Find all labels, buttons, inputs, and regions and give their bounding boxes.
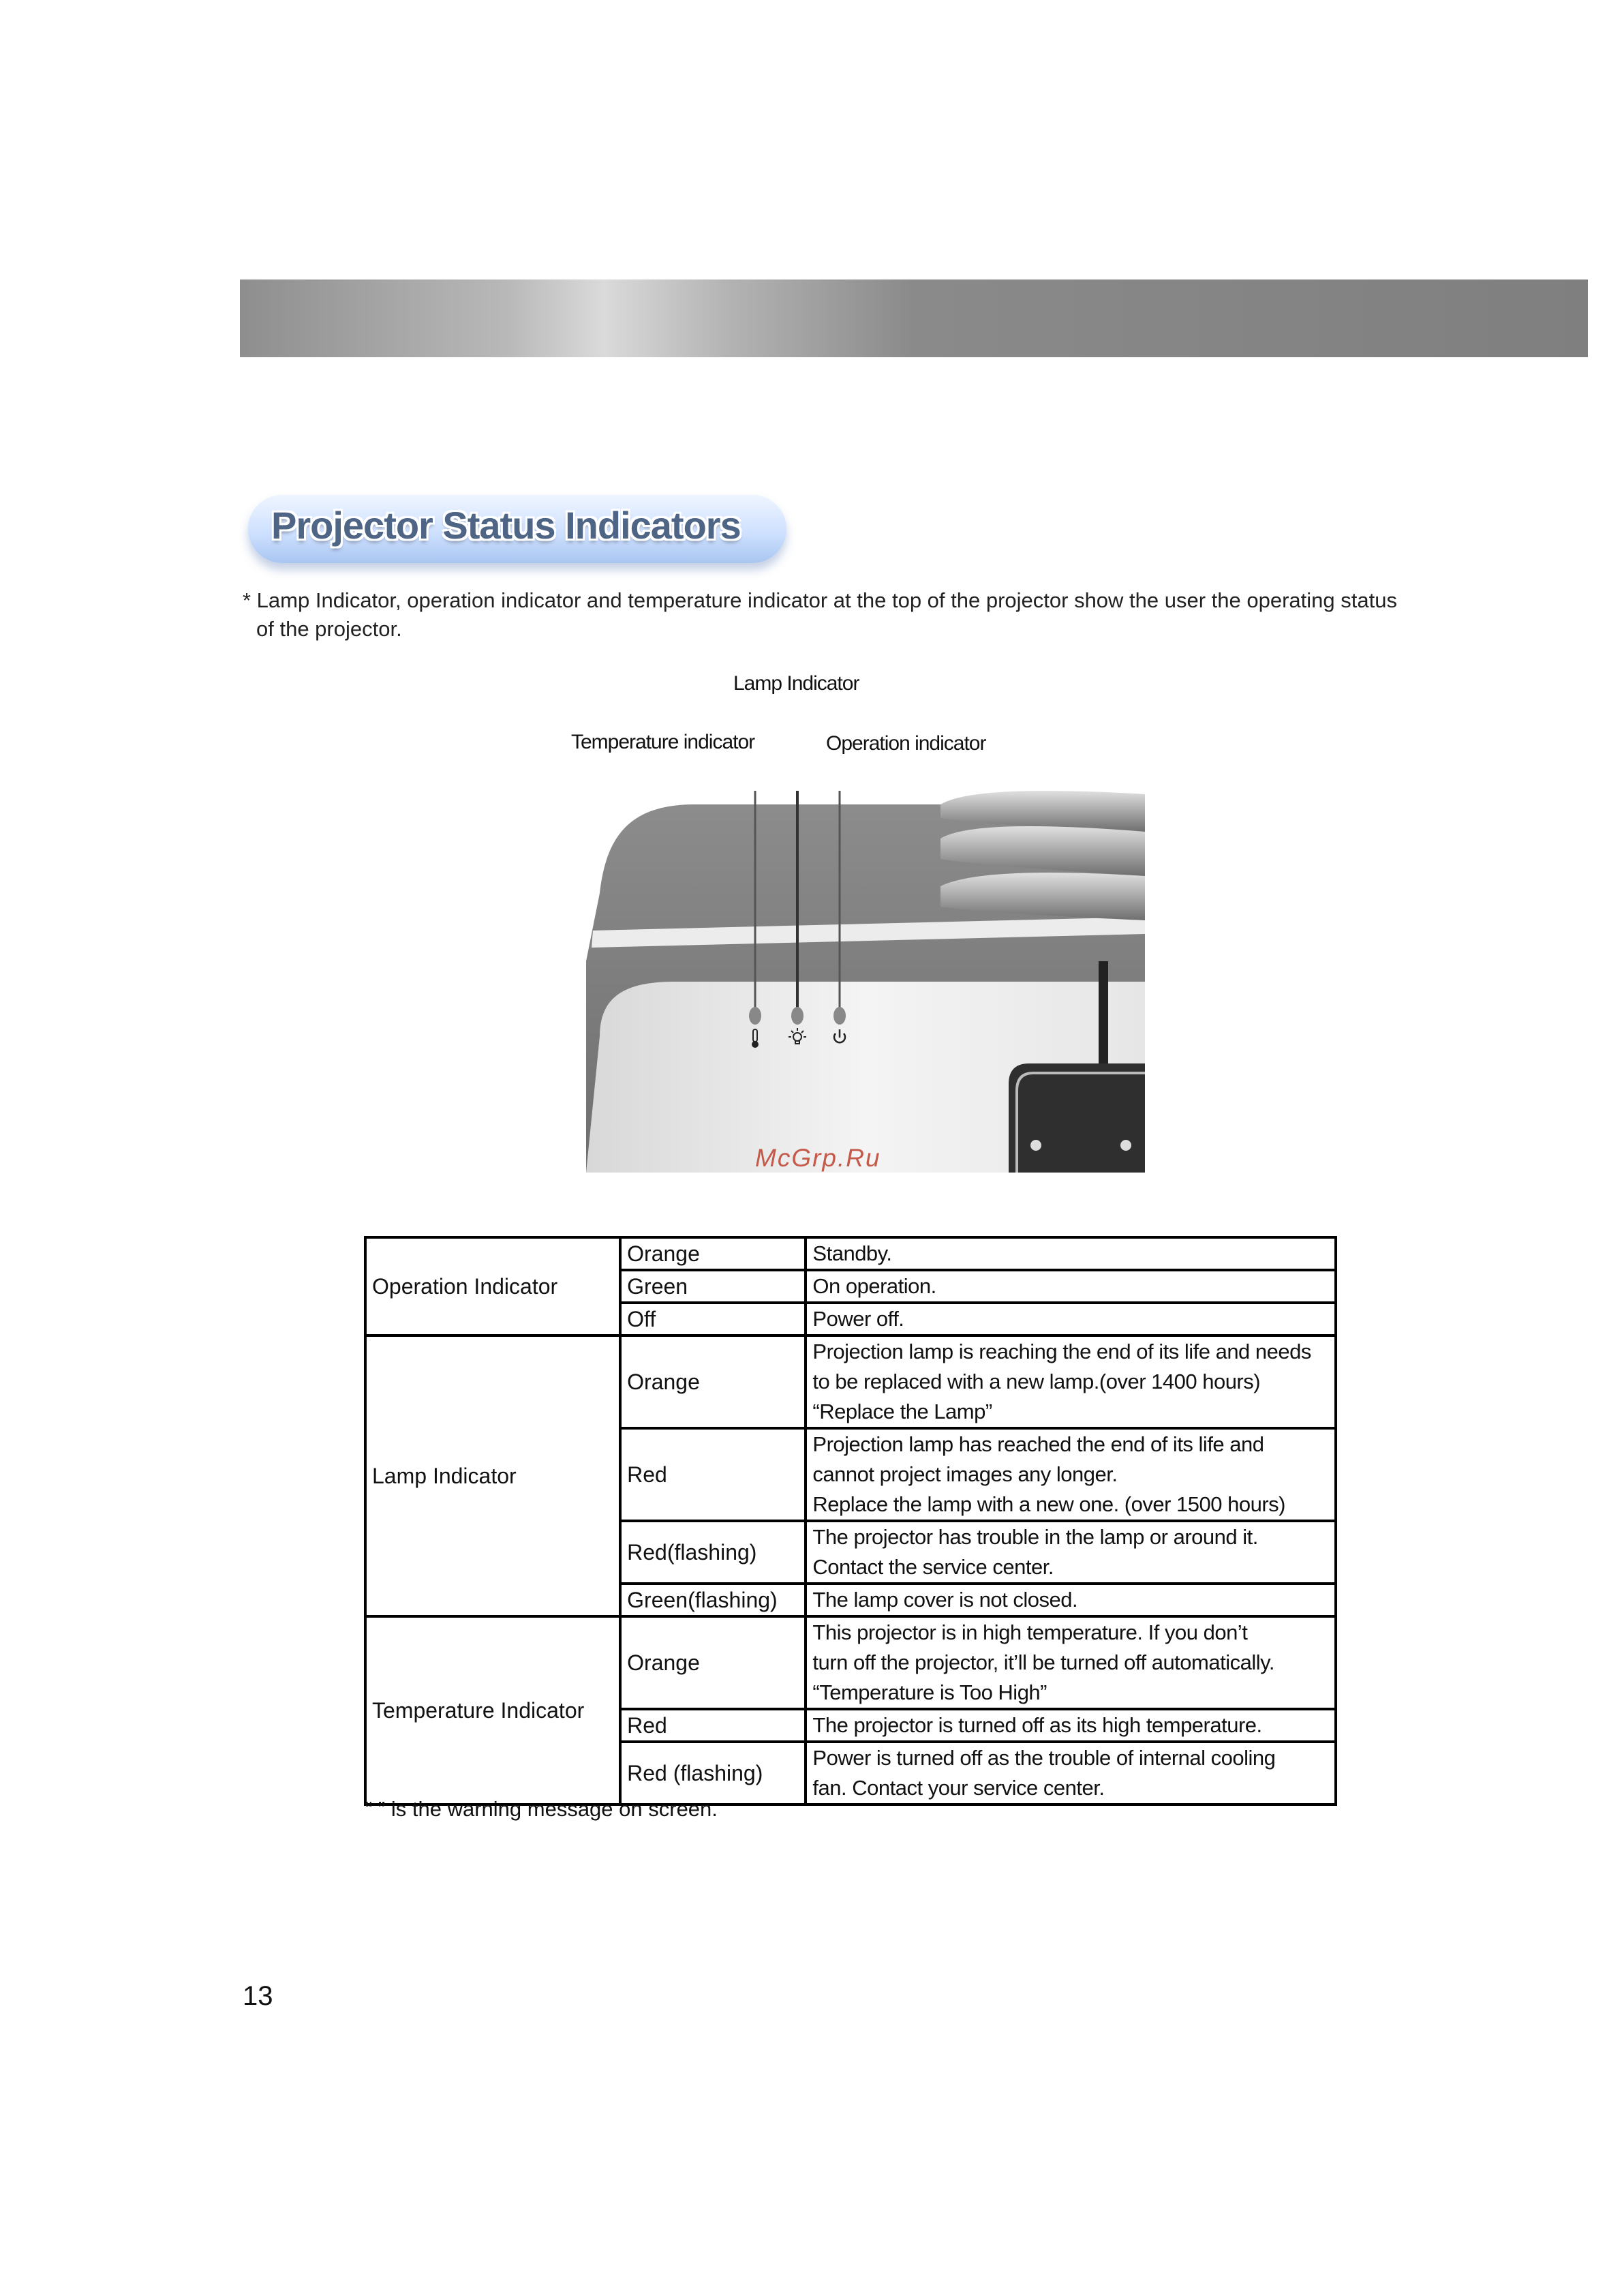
- description-line: Contact the service center.: [812, 1555, 1054, 1579]
- operation-led: [833, 1007, 846, 1025]
- description-cell: Power off.: [806, 1303, 1336, 1335]
- color-cell: Orange: [620, 1335, 806, 1428]
- color-cell: Red (flashing): [620, 1742, 806, 1804]
- description-cell: [806, 1335, 1336, 1428]
- projector-illustration: [559, 791, 1145, 1173]
- table-row: [365, 1616, 1336, 1709]
- color-cell: Orange: [620, 1237, 806, 1270]
- description-line: The projector is turned off as its high temperature.: [812, 1713, 1262, 1737]
- footnote: “ ” is the warning message on screen.: [365, 1797, 718, 1821]
- description-cell: [806, 1616, 1336, 1709]
- color-cell: Green: [620, 1270, 806, 1303]
- watermark: McGrp.Ru: [755, 1144, 881, 1172]
- intro-line-2: of the projector.: [256, 617, 402, 641]
- description-line: The lamp cover is not closed.: [812, 1588, 1078, 1612]
- intro-line-1: * Lamp Indicator, operation indicator and temperature indicator at the top of the projector show the user the operating status: [243, 588, 1397, 612]
- lamp-indicator-cell: Lamp Indicator: [365, 1335, 620, 1616]
- description-line: cannot project images any longer.: [812, 1462, 1118, 1486]
- description-cell: [806, 1428, 1336, 1521]
- description-cell: [806, 1709, 1336, 1742]
- description-line: to be replaced with a new lamp.(over 1400 hours): [812, 1370, 1261, 1393]
- temperature-led: [749, 1007, 761, 1025]
- warning-message: “Temperature is Too High”: [812, 1680, 1047, 1704]
- description-cell: [806, 1742, 1336, 1804]
- lamp-led: [791, 1007, 804, 1025]
- color-cell: Red(flashing): [620, 1521, 806, 1584]
- description-line: The projector has trouble in the lamp or around it.: [812, 1525, 1258, 1549]
- lamp-indicator-label: Lamp Indicator: [733, 672, 859, 695]
- description-line: Power is turned off as the trouble of internal cooling: [812, 1746, 1276, 1770]
- description-line: This projector is in high temperature. If you don’t: [812, 1620, 1248, 1644]
- color-cell: Red: [620, 1709, 806, 1742]
- header-band: [240, 280, 1588, 357]
- operation-indicator-label: Operation indicator: [826, 732, 986, 755]
- description-cell: Standby.: [806, 1237, 1336, 1270]
- temperature-indicator-cell: Temperature Indicator: [365, 1616, 620, 1804]
- description-cell: [806, 1584, 1336, 1616]
- temperature-indicator-label: Temperature indicator: [571, 731, 755, 753]
- color-cell: Green(flashing): [620, 1584, 806, 1616]
- description-line: Projection lamp has reached the end of its life and: [812, 1432, 1264, 1456]
- page-number: 13: [243, 1981, 273, 2011]
- warning-message: “Replace the Lamp”: [812, 1400, 992, 1423]
- status-table: [364, 1236, 1337, 1806]
- operation-indicator-cell: Operation Indicator: [365, 1237, 620, 1335]
- color-cell: Off: [620, 1303, 806, 1335]
- description-cell: [806, 1521, 1336, 1584]
- lens-rings: [940, 791, 1145, 920]
- table-row: [365, 1335, 1336, 1428]
- description-cell: On operation.: [806, 1270, 1336, 1303]
- description-line: fan. Contact your service center.: [812, 1776, 1105, 1800]
- description-line: Projection lamp is reaching the end of its life and needs: [812, 1340, 1311, 1363]
- color-cell: Red: [620, 1428, 806, 1521]
- color-cell: Orange: [620, 1616, 806, 1709]
- description-line: Replace the lamp with a new one. (over 1500 hours): [812, 1492, 1285, 1516]
- control-panel: [1009, 1063, 1145, 1173]
- description-line: turn off the projector, it’ll be turned off automatically.: [812, 1650, 1274, 1674]
- intro-text: [243, 586, 1442, 644]
- section-title: Projector Status Indicators: [271, 504, 741, 547]
- table-row: [365, 1237, 1336, 1270]
